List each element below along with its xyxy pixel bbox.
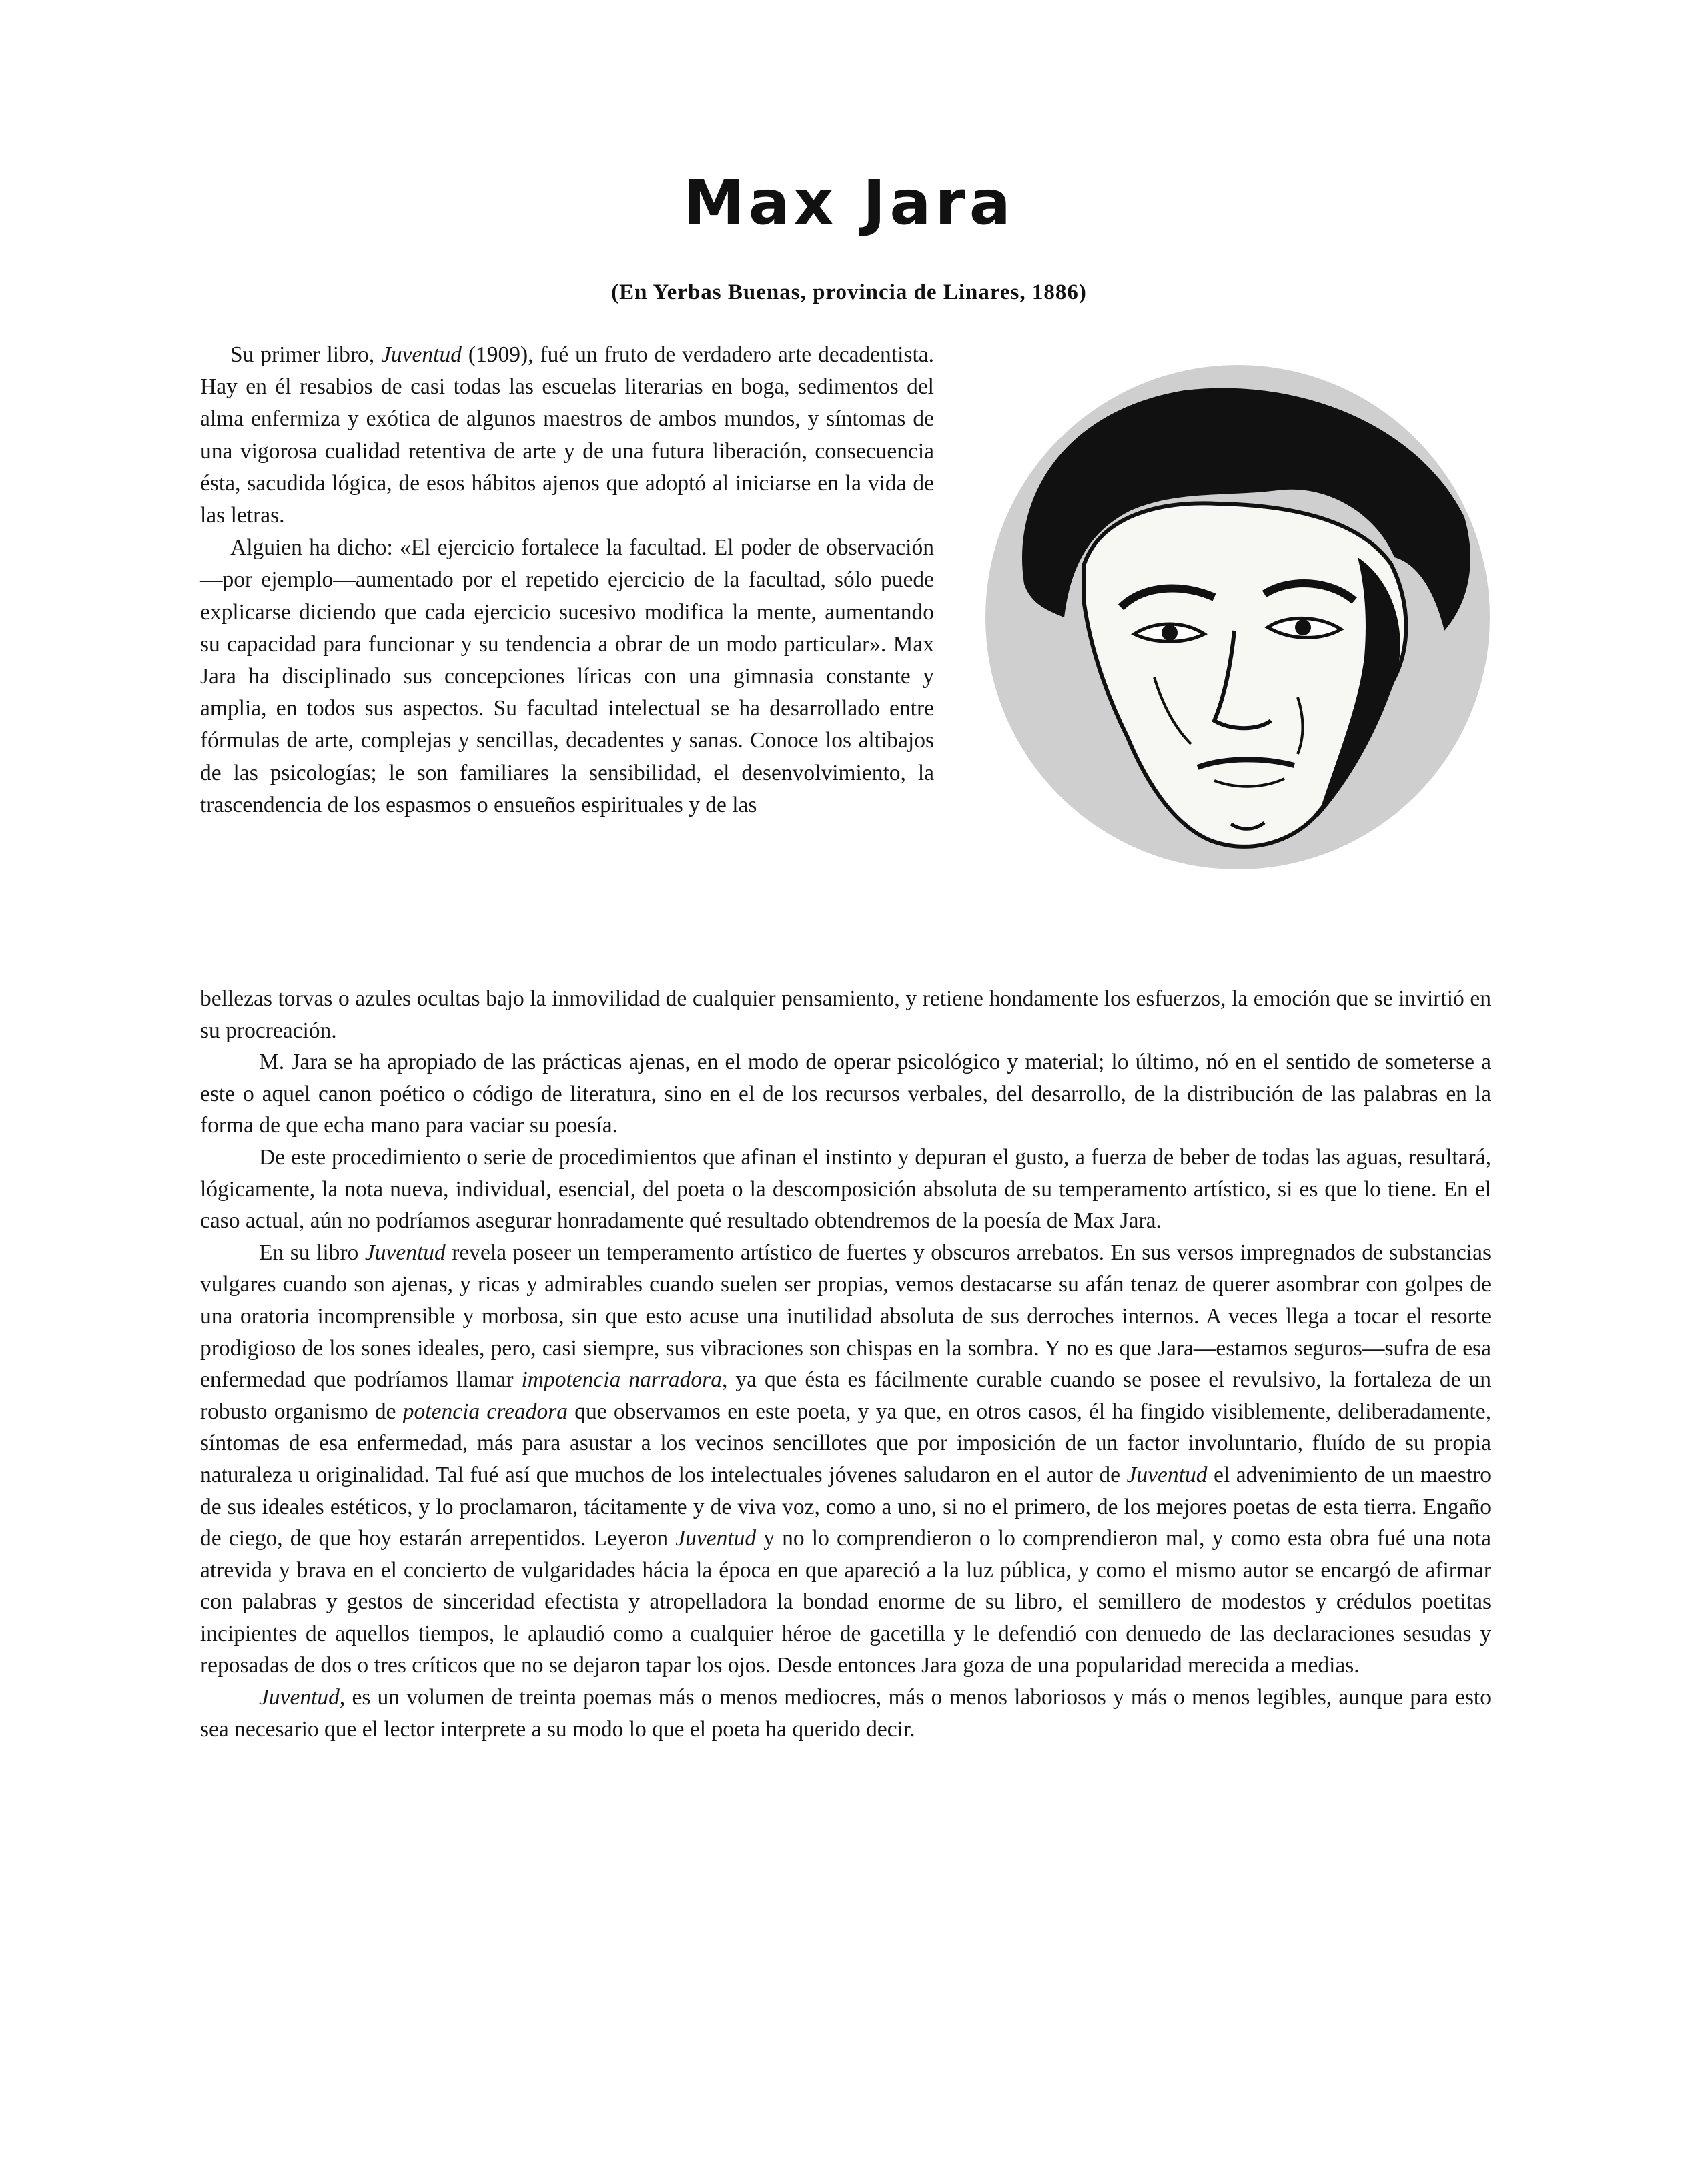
emphasis-text: impotencia narradora bbox=[521, 1367, 722, 1393]
intro-column bbox=[200, 339, 934, 821]
page-subtitle: (En Yerbas Buenas, provincia de Linares, 1886) bbox=[611, 280, 1087, 304]
emphasis-text: potencia creadora bbox=[402, 1399, 568, 1424]
paragraph-2-continued: bellezas torvas o azules ocultas bajo la inmovilidad de cualquier pensamiento, y retiene hondamente los esfuerzos, la emoción que se invirtió en su procreación. bbox=[200, 986, 1491, 1043]
book-title: Juventud bbox=[364, 1240, 446, 1265]
paragraph-4: De este procedimiento o serie de procedimientos que afinan el instinto y depuran el gusto, a fuerza de beber de todas las aguas, resultará, lógicamente, la nota nueva, individual, esencial, del poeta o la descomposición absoluta de su temperamento artístico, si es que lo tiene. En el caso actual, aún no podríamos asegurar honradamente qué resultado obtendremos de la poesía de Max Jara. bbox=[200, 1144, 1491, 1234]
paragraph-6: Juventud, es un volumen de treinta poemas más o menos mediocres, más o menos laboriosos y más o menos legibles, aunque para esto sea necesario que el lector interprete a su modo lo que el poeta ha querido decir. bbox=[200, 1685, 1491, 1742]
book-title: Juventud bbox=[381, 342, 462, 367]
paragraph-2-start: Alguien ha dicho: «El ejercicio fortalece la facultad. El poder de observación—por ejemplo—aumentado por el repetido ejercicio de la facultad, sólo puede explicarse diciendo que cada ejercicio sucesivo modifica la mente, aumentando su capacidad para funcionar y su tendencia a obrar de un modo particular». Max Jara ha disciplinado sus concepciones líricas con una gimnasia constante y amplia, en todos sus aspectos. Su facultad intelectual se ha desarrollado entre fórmulas de arte, complejas y sencillas, decadentes y sanas. Conoce los altibajos de las psicologías; le son familiares la sensibilidad, el desenvolvimiento, la trascendencia de los espasmos o ensueños espirituales y de las bbox=[200, 535, 934, 817]
paragraph-1: Su primer libro, Juventud (1909), fué un fruto de verdadero arte decadentista. Hay en él resabios de casi todas las escuelas literarias en boga, sedimentos del alma enfermiza y exótica de algunos maestros de ambos mundos, y síntomas de una vigorosa cualidad retentiva de arte y de una futura liberación, consecuencia ésta, sacudida lógica, de esos hábitos ajenos que adoptó al iniciarse en la vida de las letras. bbox=[200, 342, 935, 528]
portrait-illustration bbox=[984, 364, 1491, 871]
page-title: Max Jara bbox=[683, 167, 1015, 238]
book-title: Juventud bbox=[259, 1685, 340, 1710]
main-column bbox=[200, 983, 1491, 1745]
paragraph-5: En su libro Juventud revela poseer un temperamento artístico de fuertes y obscuros arrebatos. En sus versos impregnados de substancias vulgares cuando son ajenas, y ricas y admirables cuando suelen ser propias, vemos destacarse su afán tenaz de querer asombrar con golpes de una oratoria incomprensible y morbosa, sin que esto acuse una inutilidad absoluta de sus derroches internos. A veces llega a tocar el resorte prodigioso de los sones ideales, pero, casi siempre, sus vibraciones son chispas en la sombra. Y no es que Jara—estamos seguros—sufra de esa enfermedad que podríamos llamar impotencia narradora, ya que ésta es fácilmente curable cuando se posee el revulsivo, la fortaleza de un robusto organismo de potencia creadora que observamos en este poeta, y ya que, en otros casos, él ha fingido visiblemente, deliberadamente, síntomas de esa enfermedad, más para asustar a los vecinos sencillotes que por imposición de un factor involuntario, fluído de su propia naturaleza u originalidad. Tal fué así que muchos de los intelectuales jóvenes saludaron en el autor de Juventud el advenimiento de un maestro de sus ideales estéticos, y lo proclamaron, tácitamente y de viva voz, como a uno, si no el primero, de los mejores poetas de esta tierra. Engaño de ciego, de que hoy estarán arrepentidos. Leyeron Juventud y no lo comprendieron o lo comprendieron mal, y como esta obra fué una nota atrevida y brava en el concierto de vulgaridades hácia la época en que apareció a la luz pública, y como el mismo autor se encargó de afirmar con palabras y gestos de sinceridad efectista y atropelladora la bondad enorme de su libro, el semillero de modestos y crédulos poetitas incipientes de aquellos tiempos, le aplaudió como a cualquier héroe de gacetilla y le defendió con denuedo de las declaraciones sesudas y reposadas de dos o tres críticos que no se dejaron tapar los ojos. Desde entonces Jara goza de una popularidad merecida a medias. bbox=[200, 1240, 1492, 1678]
book-title: Juventud bbox=[1126, 1462, 1208, 1487]
book-title: Juventud bbox=[675, 1526, 757, 1551]
paragraph-3: M. Jara se ha apropiado de las prácticas ajenas, en el modo de operar psicológico y material; lo último, nó en el sentido de someterse a este o aquel canon poético o código de literatura, sino en el de los recursos verbales, del desarrollo, de la distribución de las palabras en la forma de que echa mano para vaciar su poesía. bbox=[200, 1050, 1491, 1138]
